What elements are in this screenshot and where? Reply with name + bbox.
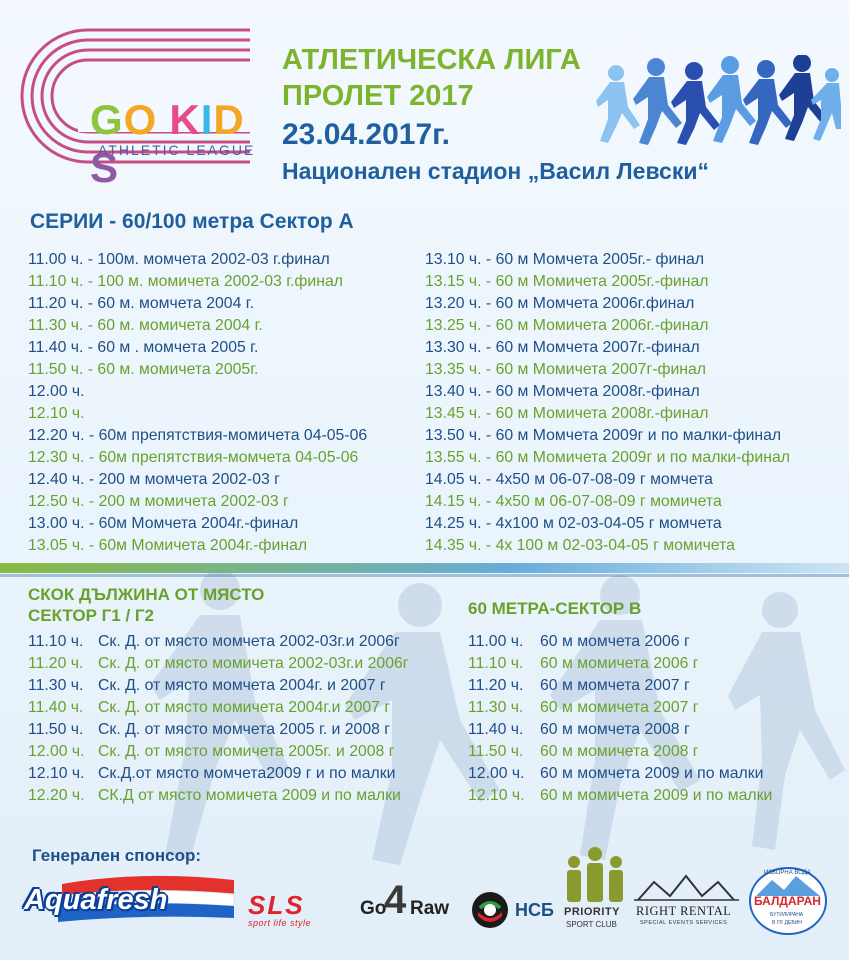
event-date: 23.04.2017г. [282, 118, 450, 151]
schedule-row [28, 631, 409, 653]
row-text: Ск. Д. от място момчета 2005 г. и 2008 г [98, 721, 391, 738]
row-text: Ск. Д. от място момичета 2004г.и 2007 г [98, 699, 391, 716]
schedule-row: 12.10 ч. [28, 405, 85, 422]
season-title: ПРОЛЕТ 2017 [282, 80, 474, 112]
schedule-row: 11.30 ч. - 60 м. момичета 2004 г. [28, 317, 263, 334]
baldaran-wordmark: БАЛДАРАН [754, 894, 821, 908]
schedule-row: 13.35 ч. - 60 м Момичета 2007г-финал [425, 361, 707, 378]
row-time: 11.50 ч. [468, 743, 524, 760]
schedule-row [468, 785, 772, 807]
schedule-row [28, 785, 409, 807]
row-text: Ск. Д. от място момичета 2005г. и 2008 г [98, 743, 395, 760]
runners-illustration-icon [596, 55, 841, 145]
schedule-row: 13.55 ч. - 60 м Момичета 2009г и по малки-финал [425, 449, 790, 466]
schedule-row: 13.25 ч. - 60 м Момичета 2006г.-финал [425, 317, 709, 334]
schedule-row: 13.00 ч. - 60м Момчета 2004г.-финал [28, 515, 299, 532]
schedule-row: 13.40 ч. - 60 м Момчета 2008г.-финал [425, 383, 700, 400]
row-time: 11.50 ч. [28, 721, 84, 738]
schedule-row: 12.50 ч. - 200 м момичета 2002-03 г [28, 493, 289, 510]
schedule-row: 13.45 ч. - 60 м Момичета 2008г.-финал [425, 405, 709, 422]
priority-sport-club-logo [560, 846, 630, 936]
schedule-row [468, 653, 772, 675]
logo-subtitle: ATHLETIC LEAGUE [98, 142, 256, 158]
people-group-icon [560, 846, 630, 904]
event-venue: Национален стадион „Васил Левски“ [282, 158, 709, 184]
league-title: АТЛЕТИЧЕСКА ЛИГА [282, 44, 581, 76]
row-text: Ск. Д. от място момчета 2002-03г.и 2006г [98, 633, 400, 650]
schedule-row [28, 719, 409, 741]
schedule-row [28, 697, 409, 719]
aquafresh-logo [22, 870, 237, 930]
baldaran-top-text: ИЗВОРНА ВОДА [764, 870, 811, 876]
long-jump-title-line2: СЕКТОР Г1 / Г2 [28, 606, 155, 625]
schedule-row [468, 741, 772, 763]
logo-letter: S [90, 144, 120, 191]
row-text: Ск.Д.от място момчета2009 г и по малки [98, 765, 396, 782]
row-time: 12.20 ч. [28, 787, 85, 804]
go4raw-go: Go [360, 898, 387, 919]
nsb-emblem-icon [470, 890, 510, 930]
schedule-row: 13.10 ч. - 60 м Момчета 2005г.- финал [425, 251, 705, 268]
row-time: 11.30 ч. [28, 677, 84, 694]
logo-letter: O [123, 96, 158, 143]
logo-letter: K [169, 96, 201, 143]
schedule-row: 14.05 ч. - 4х50 м 06-07-08-09 г момчета [425, 471, 713, 488]
right-rental-logo [634, 872, 739, 932]
tent-icon [634, 872, 739, 902]
baldaran-sub2: В ГР. ДЕВИН [772, 920, 802, 926]
series-left-list [28, 249, 367, 557]
sponsor-title: Генерален спонсор: [32, 846, 202, 865]
schedule-row [28, 741, 409, 763]
row-time: 11.10 ч. [468, 655, 524, 672]
row-time: 11.20 ч. [468, 677, 524, 694]
row-text: 60 м момичета 2007 г [540, 699, 699, 716]
go4raw-4: 4 [384, 878, 407, 922]
go4raw-logo [360, 880, 455, 925]
row-text: 60 м момчета 2009 и по малки [540, 765, 764, 782]
row-time: 12.10 ч. [468, 787, 525, 804]
schedule-row: 13.20 ч. - 60 м Момчета 2006г.финал [425, 295, 695, 312]
row-time: 11.40 ч. [468, 721, 524, 738]
nsb-logo [470, 890, 555, 930]
baldaran-sub1: БУТИЛИРАНА [770, 912, 804, 918]
divider-stripe [0, 563, 849, 573]
long-jump-list [28, 631, 409, 807]
right-rental-subtitle: SPECIAL EVENTS SERVICES [640, 920, 728, 926]
schedule-row [28, 653, 409, 675]
schedule-row: 13.50 ч. - 60 м Момчета 2009г и по малки-финал [425, 427, 782, 444]
schedule-row: 11.10 ч. - 100 м. момичета 2002-03 г.финал [28, 273, 343, 290]
logo-letter: I [200, 96, 214, 143]
row-time: 11.00 ч. [468, 633, 524, 650]
right-rental-wordmark: RIGHT RENTAL [636, 904, 732, 918]
schedule-row: 11.20 ч. - 60 м. момчета 2004 г. [28, 295, 254, 312]
row-text: 60 м момчета 2008 г [540, 721, 690, 738]
go4raw-raw: Raw [410, 898, 450, 919]
row-text: 60 м момичета 2008 г [540, 743, 699, 760]
row-text: СК.Д от място момичета 2009 и по малки [98, 787, 401, 804]
schedule-row [28, 675, 409, 697]
schedule-row: 11.50 ч. - 60 м. момичета 2005г. [28, 361, 259, 378]
row-text: 60 м момичета 2009 и по малки [540, 787, 773, 804]
sls-logo [248, 892, 353, 926]
sls-tagline: sport life style [248, 918, 312, 928]
schedule-row: 13.05 ч. - 60м Момичета 2004г.-финал [28, 537, 308, 554]
schedule-row [468, 763, 772, 785]
schedule-row: 14.25 ч. - 4х100 м 02-03-04-05 г момчета [425, 515, 722, 532]
schedule-row: 13.15 ч. - 60 м Момичета 2005г.-финал [425, 273, 709, 290]
divider-line [0, 574, 849, 577]
go-kids-logo [18, 22, 268, 191]
logo-letter: G [90, 96, 124, 143]
schedule-row: 14.35 ч. - 4х 100 м 02-03-04-05 г момичета [425, 537, 735, 554]
row-time: 12.10 ч. [28, 765, 85, 782]
row-text: 60 м момчета 2007 г [540, 677, 690, 694]
schedule-row [468, 697, 772, 719]
baldaran-logo [748, 866, 828, 936]
schedule-row: 12.00 ч. [28, 383, 85, 400]
sector-b-section-title: 60 МЕТРА-СЕКТОР В [468, 599, 642, 618]
row-time: 12.00 ч. [28, 743, 85, 760]
schedule-row [468, 675, 772, 697]
row-text: Ск. Д. от място момчета 2004г. и 2007 г [98, 677, 386, 694]
series-right-list [425, 249, 790, 557]
aquafresh-wordmark: Aquafresh [24, 884, 168, 916]
schedule-row [28, 763, 409, 785]
row-text: 60 м момичета 2006 г [540, 655, 699, 672]
row-text: Ск. Д. от място момичета 2002-03г.и 2006г [98, 655, 409, 672]
nsb-wordmark: НСБ [515, 900, 554, 920]
sls-wordmark: SLS [248, 890, 305, 920]
row-time: 11.40 ч. [28, 699, 84, 716]
priority-wordmark: PRIORITY [564, 906, 620, 918]
sector-b-list [468, 631, 772, 807]
schedule-row [468, 719, 772, 741]
schedule-row [468, 631, 772, 653]
row-time: 11.30 ч. [468, 699, 524, 716]
long-jump-title-line1: СКОК ДЪЛЖИНА ОТ МЯСТО [28, 585, 265, 604]
schedule-row: 14.15 ч. - 4х50 м 06-07-08-09 г момичета [425, 493, 722, 510]
row-text: 60 м момчета 2006 г [540, 633, 690, 650]
row-time: 11.10 ч. [28, 633, 84, 650]
priority-subtitle: SPORT CLUB [566, 920, 617, 929]
schedule-row: 11.40 ч. - 60 м . момчета 2005 г. [28, 339, 259, 356]
logo-letter: D [213, 96, 245, 143]
long-jump-section-title [28, 584, 264, 626]
schedule-row: 12.40 ч. - 200 м момчета 2002-03 г [28, 471, 280, 488]
schedule-row: 11.00 ч. - 100м. момчета 2002-03 г.финал [28, 251, 330, 268]
row-time: 11.20 ч. [28, 655, 84, 672]
schedule-row: 12.30 ч. - 60м препятствия-момчета 04-05-06 [28, 449, 359, 466]
schedule-row: 13.30 ч. - 60 м Момчета 2007г.-финал [425, 339, 700, 356]
schedule-row: 12.20 ч. - 60м препятствия-момичета 04-05-06 [28, 427, 368, 444]
series-section-title: СЕРИИ - 60/100 метра Сектор А [30, 210, 354, 233]
row-time: 12.00 ч. [468, 765, 525, 782]
